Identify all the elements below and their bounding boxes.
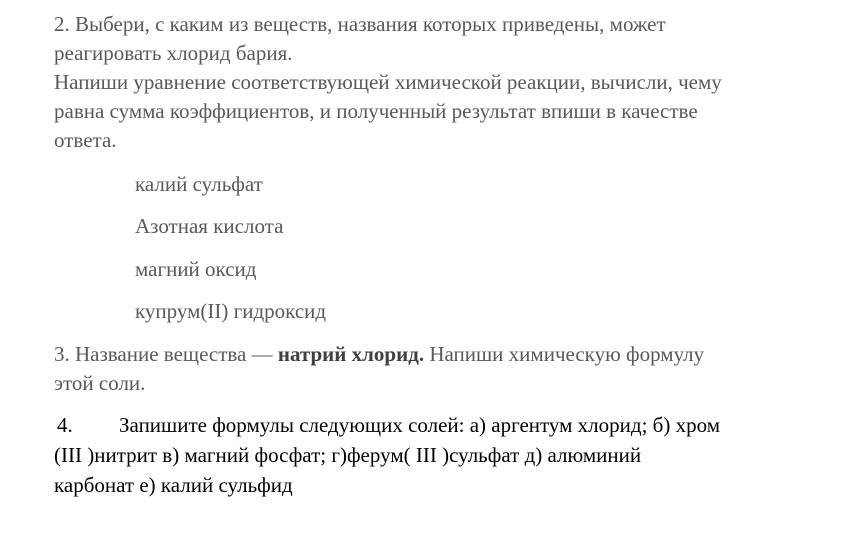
question-2-line-2: реагировать хлорид бария. [54,41,293,65]
question-4-line-2: (III )нитрит в) магний фосфат; г)ферум( III )сульфат д) алюминий [54,443,642,467]
question-3-line-2: этой соли. [54,371,146,395]
question-3-prefix: 3. Название вещества — [54,342,278,366]
question-2-line-1: 2. Выбери, с каким из веществ, названия которых приведены, может [54,12,666,36]
question-3-substance-name: натрий хлорид. [277,342,425,366]
question-4-number: 4. [57,413,73,437]
question-4-text-1: Запишите формулы следующих солей: а) аргентум хлорид; б) хром [119,413,720,437]
answer-option: магний оксид [135,257,257,281]
question-4 [54,410,844,500]
answer-option: купрум(II) гидроксид [135,299,327,323]
question-3-suffix: Напиши химическую формулу [424,342,705,366]
question-3-line-1 [54,340,824,369]
question-2-line-5: ответа. [54,128,117,152]
answer-option: калий сульфат [135,172,263,196]
question-2-line-3: Напиши уравнение соответствующей химической реакции, вычисли, чему [54,70,722,94]
question-2 [54,10,824,155]
question-3 [54,340,824,398]
question-4-line-3: карбонат е) калий сульфид [54,473,293,497]
question-4-line-1 [54,410,844,440]
answer-option: Азотная кислота [135,214,284,238]
question-2-line-4: равна сумма коэффициентов, и полученный результат впиши в качестве [54,99,698,123]
